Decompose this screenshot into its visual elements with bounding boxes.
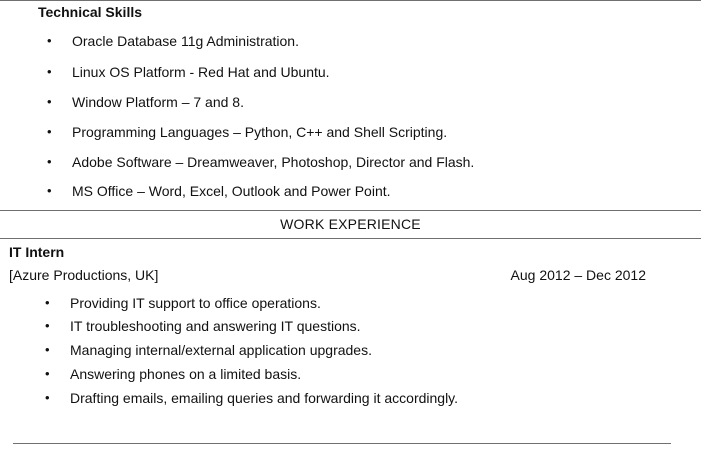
skill-text: MS Office – Word, Excel, Outlook and Power Point.	[72, 183, 391, 199]
section-divider-top	[0, 210, 701, 211]
skill-text: Programming Languages – Python, C++ and Shell Scripting.	[72, 124, 448, 140]
bullet-icon: •	[47, 124, 52, 139]
bullet-icon: •	[45, 366, 50, 381]
bullet-icon: •	[45, 390, 50, 405]
work-experience-heading: WORK EXPERIENCE	[280, 216, 421, 232]
bullet-icon: •	[45, 318, 50, 333]
job-title: IT Intern	[9, 244, 65, 260]
bullet-icon: •	[47, 154, 52, 169]
bullet-icon: •	[47, 33, 52, 48]
duty-text: IT troubleshooting and answering IT questions.	[70, 318, 361, 334]
job-dates: Aug 2012 – Dec 2012	[510, 267, 646, 283]
duty-text: Drafting emails, emailing queries and forwarding it accordingly.	[70, 390, 459, 406]
top-divider	[0, 0, 701, 1]
bullet-icon: •	[45, 342, 50, 357]
bullet-icon: •	[47, 94, 52, 109]
bullet-icon: •	[47, 183, 52, 198]
company-name: [Azure Productions, UK]	[9, 267, 159, 283]
technical-skills-heading: Technical Skills	[38, 4, 143, 20]
duty-text: Answering phones on a limited basis.	[70, 366, 302, 382]
skill-text: Oracle Database 11g Administration.	[72, 33, 299, 49]
bullet-icon: •	[45, 295, 50, 310]
skill-text: Linux OS Platform - Red Hat and Ubuntu.	[72, 64, 330, 80]
bullet-icon: •	[47, 64, 52, 79]
section-divider-bottom	[0, 238, 701, 239]
skill-text: Window Platform – 7 and 8.	[72, 94, 244, 110]
skill-text: Adobe Software – Dreamweaver, Photoshop, Director and Flash.	[72, 154, 475, 170]
duty-text: Managing internal/external application upgrades.	[70, 342, 372, 358]
bottom-divider	[13, 443, 671, 444]
duty-text: Providing IT support to office operations.	[70, 295, 321, 311]
